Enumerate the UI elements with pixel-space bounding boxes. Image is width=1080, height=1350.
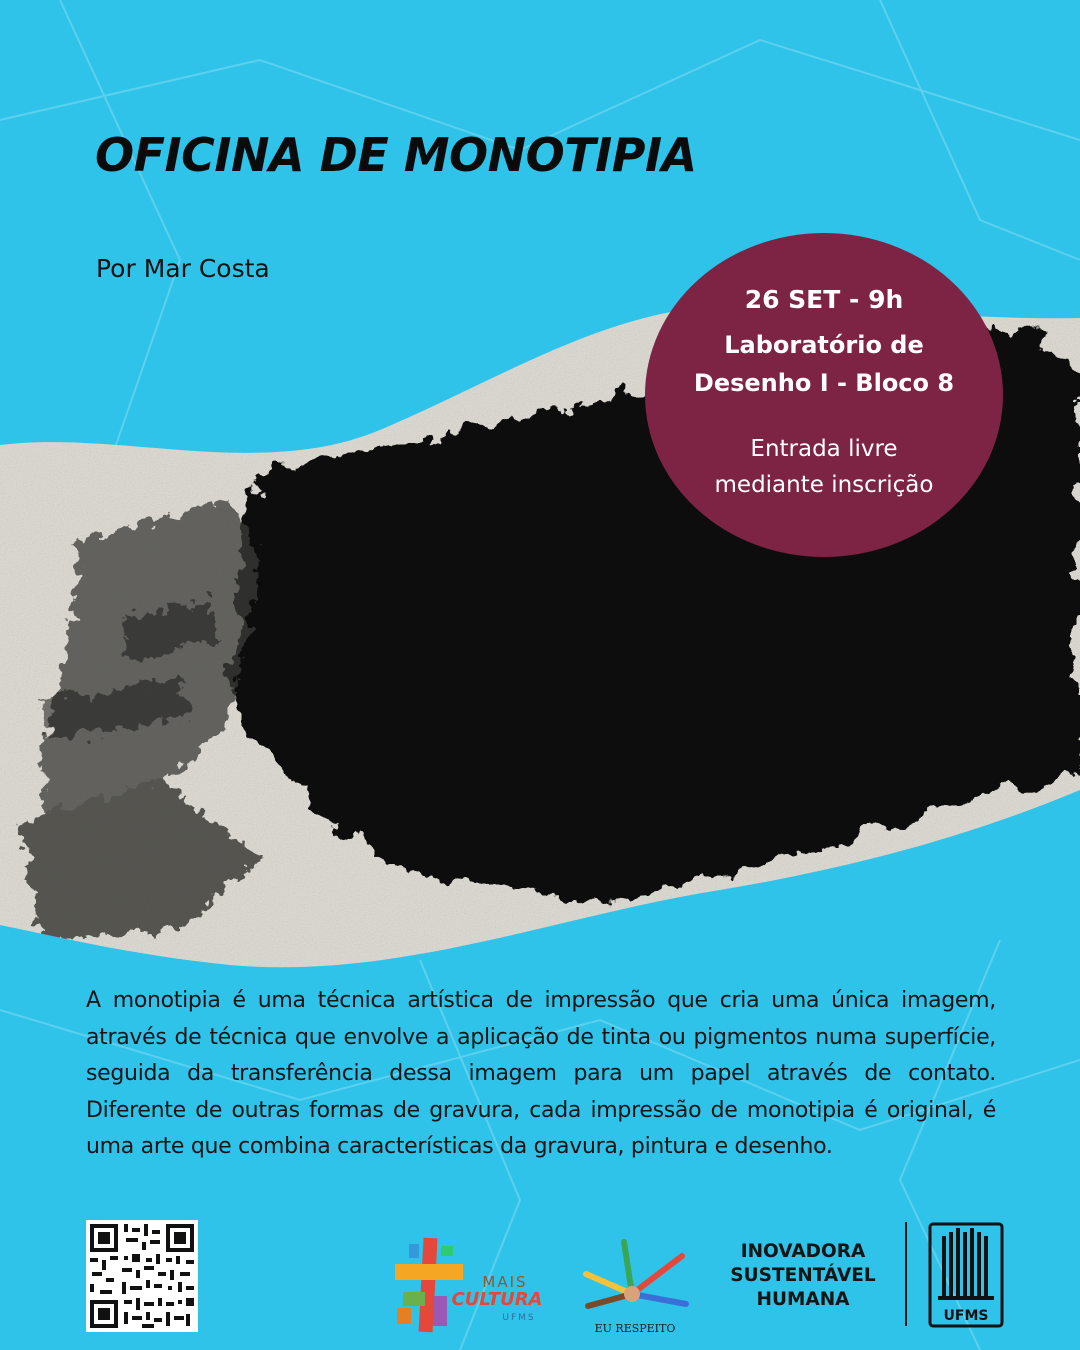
event-info-badge (645, 233, 1003, 557)
slogan-line1: INOVADORA (740, 1241, 866, 1262)
qr-code-icon[interactable] (86, 1220, 198, 1332)
ufms-logo-text: UFMS (943, 1308, 989, 1324)
eu-respeito-text: EU RESPEITO (594, 1322, 676, 1335)
mais-cultura-text-mid: CULTURA (451, 1289, 543, 1310)
event-location (665, 326, 983, 402)
event-entry-line2: mediante inscrição (714, 472, 934, 498)
event-entry-info (665, 431, 983, 503)
slogan-line2: SUSTENTÁVEL (730, 1265, 876, 1286)
mais-cultura-text-top: MAIS (482, 1273, 528, 1291)
eu-respeito-logo (580, 1238, 690, 1338)
page-title: OFICINA DE MONOTIPIA (95, 128, 697, 182)
author-credit: Por Mar Costa (96, 254, 270, 283)
event-location-line1: Laboratório de (724, 331, 924, 359)
event-entry-line1: Entrada livre (750, 436, 898, 462)
mais-cultura-logo (393, 1236, 545, 1334)
workshop-description: A monotipia é uma técnica artística de impressão que cria uma única imagem, através de técnica que envolve a aplicação de tinta ou pigmentos numa superfície, seguida da transferência dessa imagem para um papel através de contato. Diferente de outras formas de gravura, cada impressão de monotipia é original, é uma arte que combina características da gravura, pintura e desenho. (86, 988, 996, 1159)
footer-divider (905, 1222, 907, 1326)
event-location-line2: Desenho I - Bloco 8 (693, 369, 955, 397)
event-date-time: 26 SET - 9h (744, 285, 904, 314)
ufms-slogan (712, 1240, 894, 1312)
ufms-logo (928, 1222, 1004, 1328)
mais-cultura-text-bottom: UFMS (502, 1313, 536, 1323)
slogan-line3: HUMANA (756, 1289, 850, 1310)
